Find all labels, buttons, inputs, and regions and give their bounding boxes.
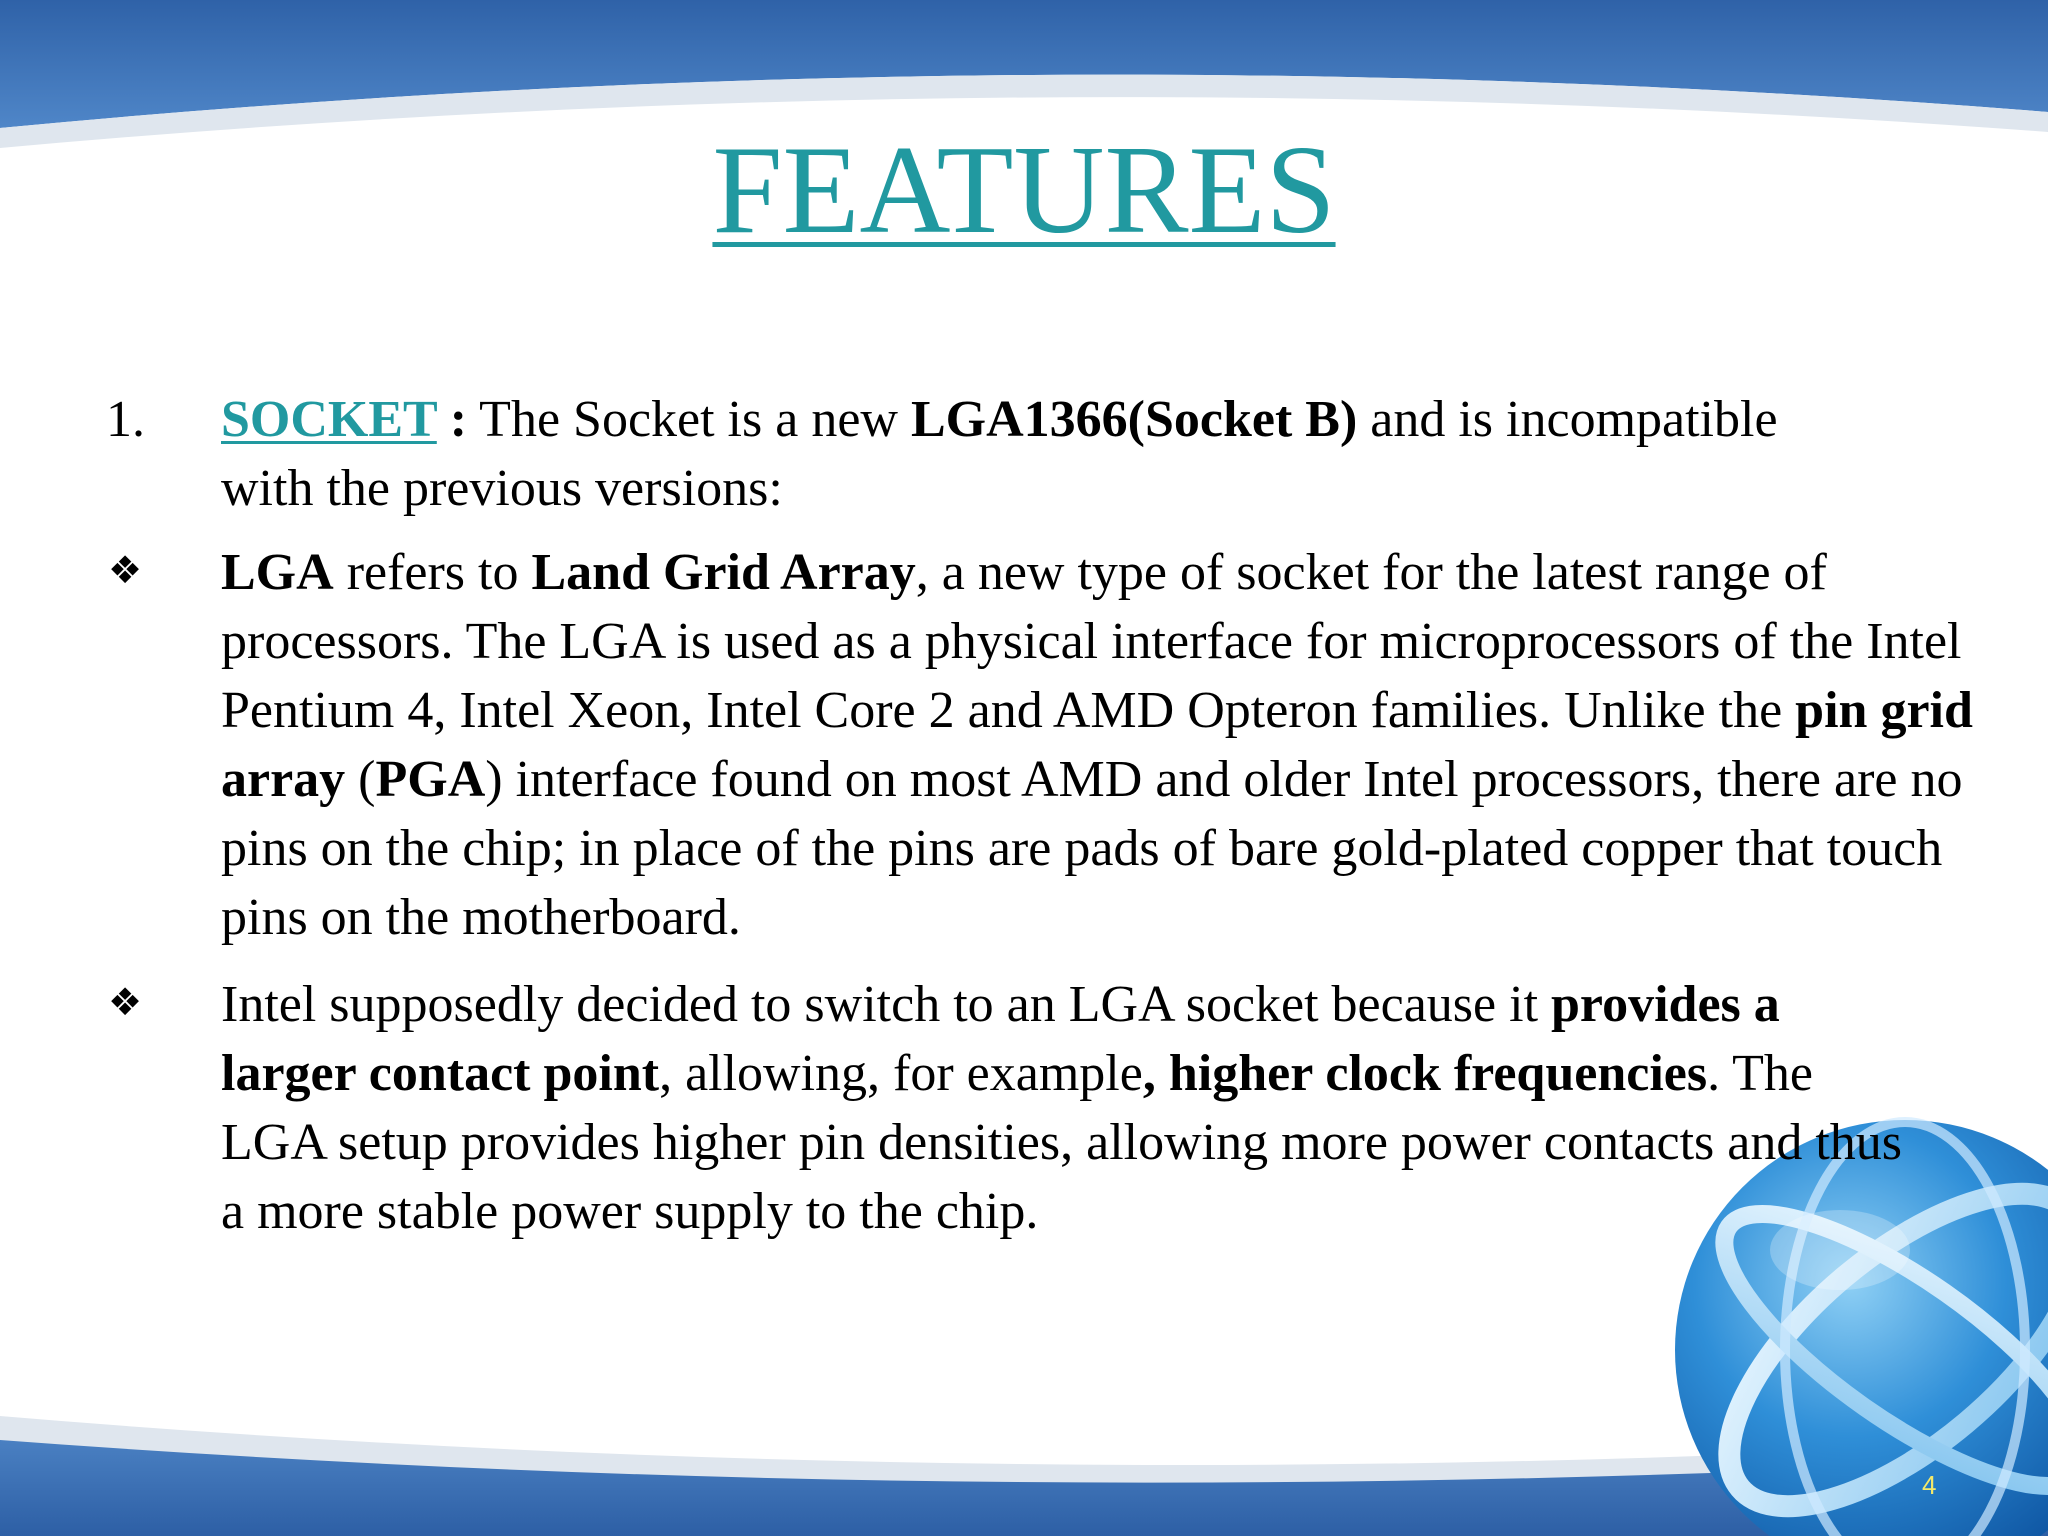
diamond-bullet-icon: ❖: [108, 548, 143, 592]
bullet-item-text: Intel supposedly decided to switch to an LGA socket because it provides a larger contact point, allowing, for example, higher clock frequencies. The LGA setup provides higher pin densities, allowing more power contacts and thus a more stable power supply to the chip.: [221, 976, 1903, 1240]
socket-link[interactable]: SOCKET: [221, 391, 437, 448]
list-number: 1.: [106, 391, 145, 448]
page-number: 4: [1922, 1470, 1937, 1500]
slide-title: FEATURES: [712, 121, 1336, 260]
diamond-bullet-icon: ❖: [108, 980, 143, 1024]
list-item-text: SOCKET : The Socket is a new LGA1366(Socket B) and is incompatible with the previous versions:: [221, 391, 1778, 517]
bullet-item-text: LGA refers to Land Grid Array, a new type of socket for the latest range of processors. The LGA is used as a physical interface for microprocessors of the Intel Pentium 4, Intel Xeon, Intel Core 2 and AMD Opteron families. Unlike the pin grid array (PGA) interface found on most AMD and older Intel processors, there are no pins on the chip; in place of the pins are pads of bare gold-plated copper that touch pins on the motherboard.: [221, 544, 1973, 946]
